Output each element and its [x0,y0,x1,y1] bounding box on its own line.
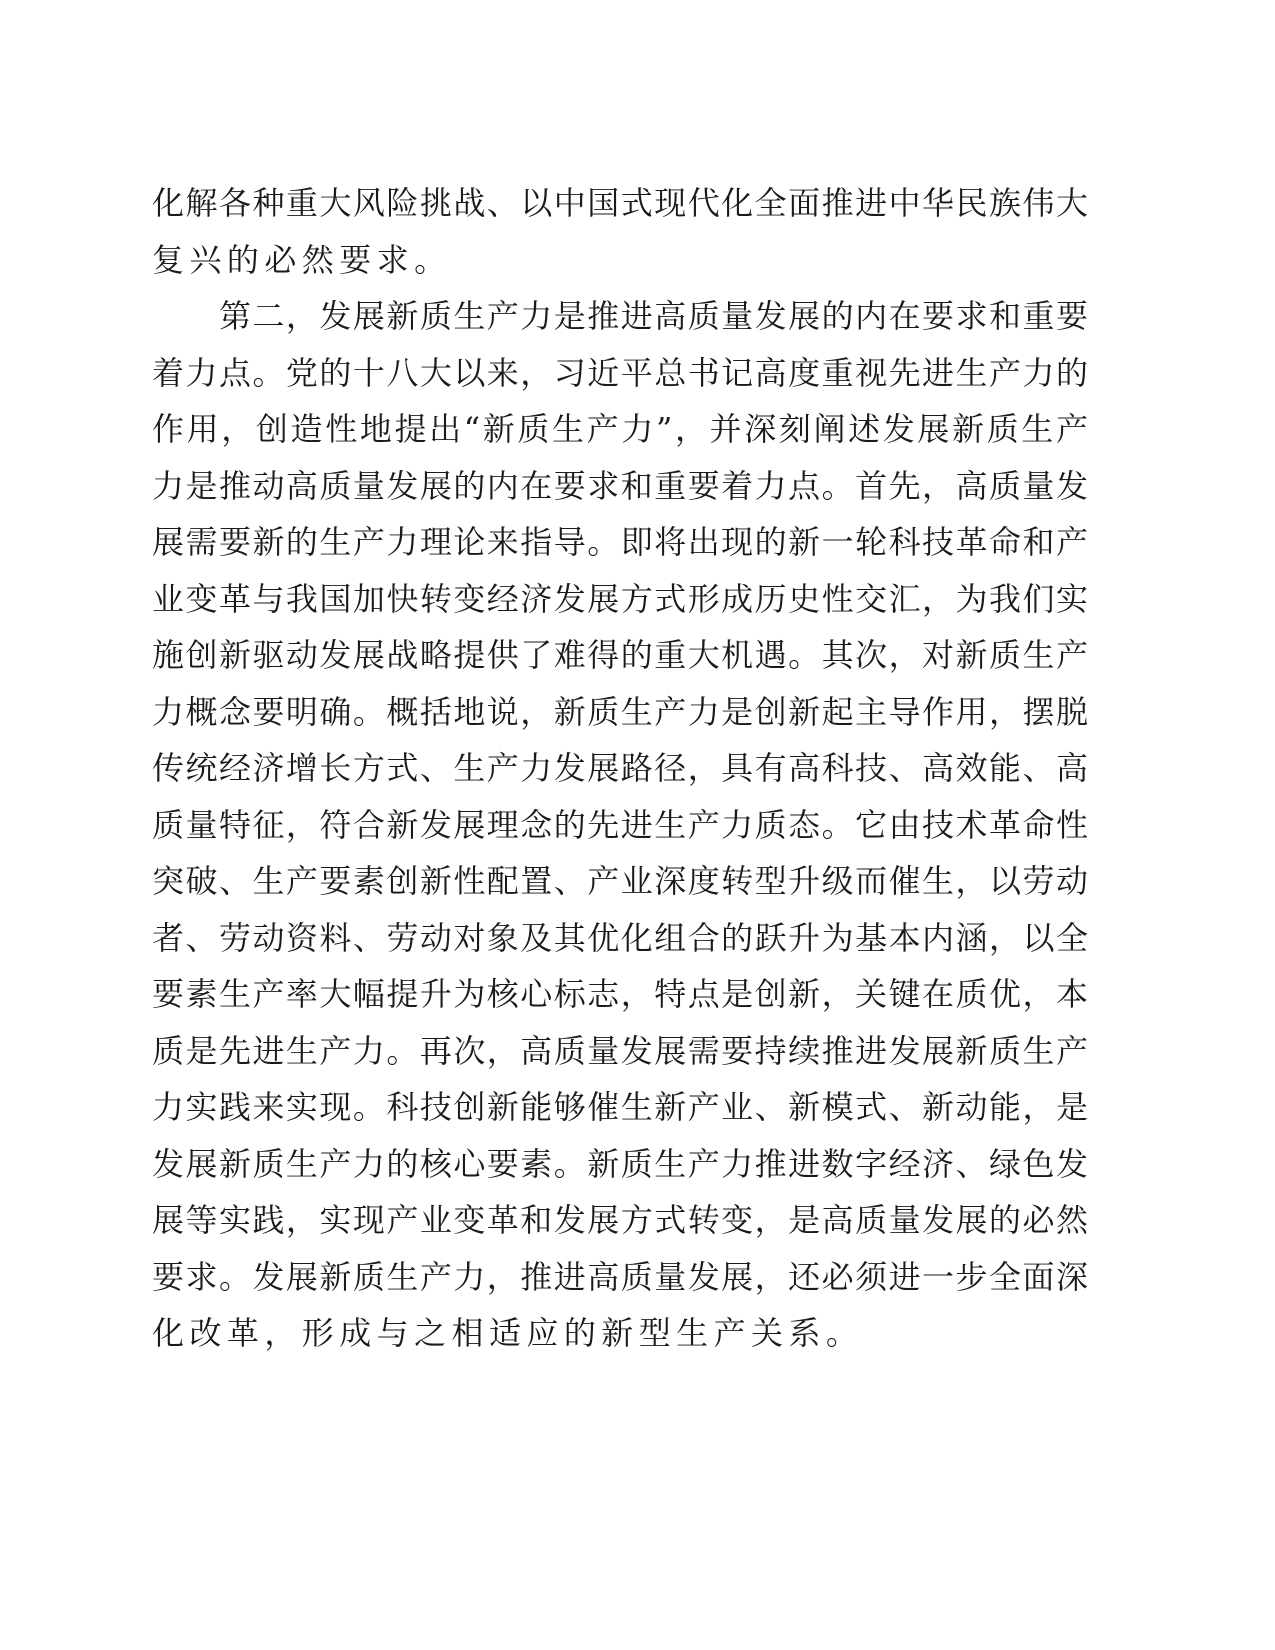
text-line: 力概念要明确。概括地说，新质生产力是创新起主导作用，摆脱 [152,692,1088,731]
text-line: 业变革与我国加快转变经济发展方式形成历史性交汇，为我们实 [152,579,1088,618]
text-line: 要求。发展新质生产力，推进高质量发展，还必须进一步全面深 [152,1257,1088,1296]
text-line: 第二，发展新质生产力是推进高质量发展的内在要求和重要 [152,297,1088,335]
text-line: 着力点。党的十八大以来，习近平总书记高度重视先进生产力的 [152,353,1088,392]
text-line: 作用，创造性地提出“新质生产力”，并深刻阐述发展新质生产 [152,410,1088,448]
text-line: 传统经济增长方式、生产力发展路径，具有高科技、高效能、高 [152,749,1088,787]
text-line: 施创新驱动发展战略提供了难得的重大机遇。其次，对新质生产 [152,636,1088,674]
text-line: 质是先进生产力。再次，高质量发展需要持续推进发展新质生产 [152,1031,1088,1070]
text-line: 化解各种重大风险挑战、以中国式现代化全面推进中华民族伟大 [152,184,1088,222]
text-line: 展等实践，实现产业变革和发展方式转变，是高质量发展的必然 [152,1201,1088,1239]
text-line: 复兴的必然要求。 [152,240,452,279]
text-line: 力是推动高质量发展的内在要求和重要着力点。首先，高质量发 [152,466,1088,505]
document-page [152,175,1088,1362]
text-line: 展需要新的生产力理论来指导。即将出现的新一轮科技革命和产 [152,523,1088,561]
text-line: 质量特征，符合新发展理念的先进生产力质态。它由技术革命性 [152,805,1088,844]
text-line: 者、劳动资料、劳动对象及其优化组合的跃升为基本内涵，以全 [152,918,1088,957]
text-line: 发展新质生产力的核心要素。新质生产力推进数字经济、绿色发 [152,1144,1088,1183]
paragraph-2 [152,288,1088,1362]
text-line: 力实践来实现。科技创新能够催生新产业、新模式、新动能，是 [152,1088,1088,1126]
paragraph-1 [152,175,1088,288]
text-line: 突破、生产要素创新性配置、产业深度转型升级而催生，以劳动 [152,862,1088,900]
text-line: 要素生产率大幅提升为核心标志，特点是创新，关键在质优，本 [152,975,1088,1013]
text-line: 化改革，形成与之相适应的新型生产关系。 [152,1314,864,1352]
